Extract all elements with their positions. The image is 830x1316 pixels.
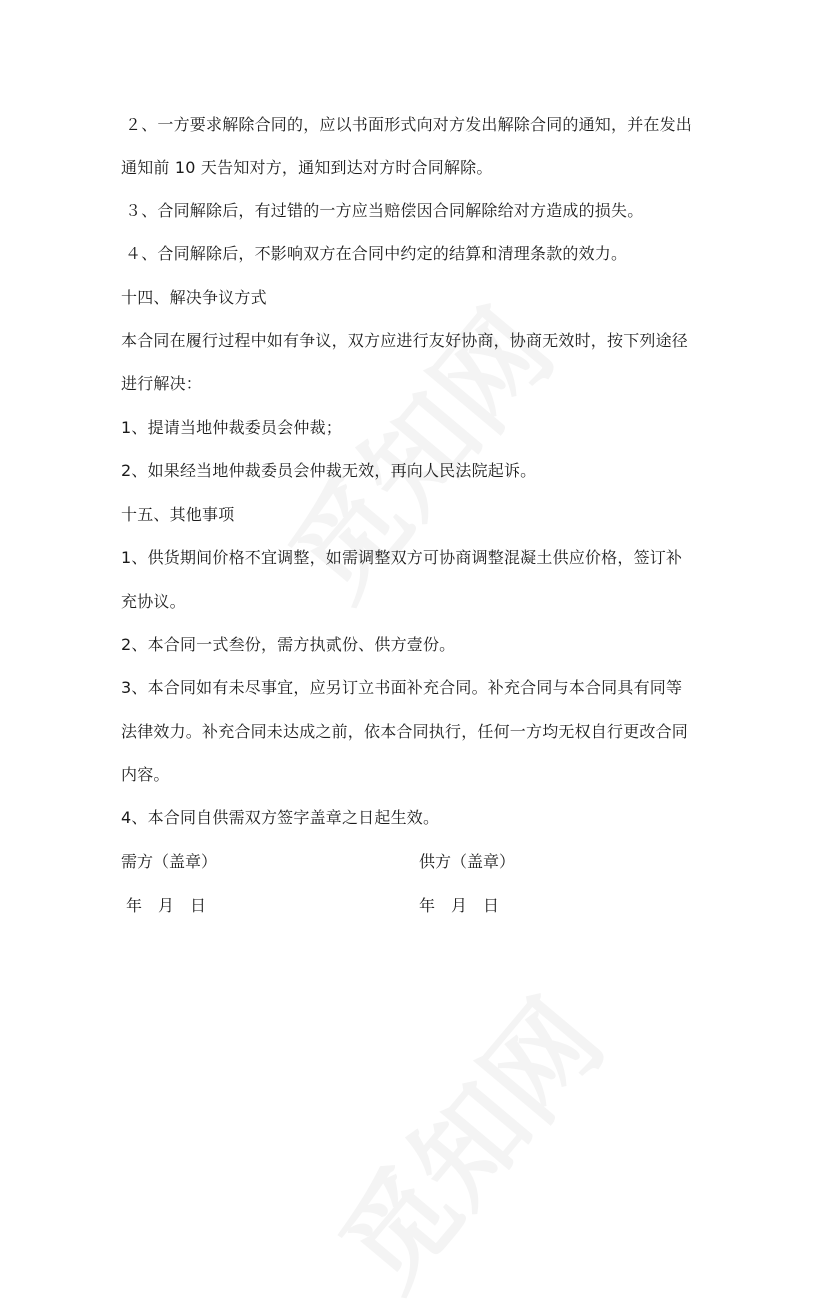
clause-2-line-1: ２、一方要求解除合同的，应以书面形式向对方发出解除合同的通知，并在发出 — [125, 115, 693, 134]
section-15-item-4: 4、本合同自供需双方签字盖章之日起生效。 — [121, 808, 440, 827]
seller-seal-label: 供方（盖章） — [419, 852, 516, 871]
clause-2-line-2: 通知前 10 天告知对方，通知到达对方时合同解除。 — [121, 158, 493, 177]
section-15-item-1-line-2: 充协议。 — [121, 592, 186, 611]
seller-date: 年 月 日 — [419, 896, 500, 915]
buyer-date: 年 月 日 — [126, 896, 207, 915]
section-15-item-3-line-3: 内容。 — [121, 765, 170, 784]
section-15-item-2: 2、本合同一式叁份，需方执贰份、供方壹份。 — [121, 635, 456, 654]
section-heading-14: 十四、解决争议方式 — [121, 288, 267, 307]
section-14-item-1: 1、提请当地仲裁委员会仲裁； — [121, 418, 342, 437]
section-15-item-3-line-2: 法律效力。补充合同未达成之前，依本合同执行，任何一方均无权自行更改合同 — [121, 722, 689, 741]
clause-3: ３、合同解除后，有过错的一方应当赔偿因合同解除给对方造成的损失。 — [125, 201, 644, 220]
section-14-item-2: 2、如果经当地仲裁委员会仲裁无效，再向人民法院起诉。 — [121, 461, 537, 480]
watermark — [248, 272, 581, 626]
section-14-text-line-2: 进行解决： — [121, 374, 203, 393]
buyer-seal-label: 需方（盖章） — [121, 852, 218, 871]
section-heading-15: 十五、其他事项 — [121, 505, 235, 524]
section-14-text-line-1: 本合同在履行过程中如有争议，双方应进行友好协商，协商无效时，按下列途径 — [121, 331, 689, 350]
watermark-lower — [298, 962, 631, 1316]
section-15-item-3-line-1: 3、本合同如有未尽事宜，应另订立书面补充合同。补充合同与本合同具有同等 — [121, 678, 683, 697]
section-15-item-1-line-1: 1、供货期间价格不宜调整，如需调整双方可协商调整混凝土供应价格，签订补 — [121, 548, 683, 567]
clause-4: ４、合同解除后，不影响双方在合同中约定的结算和清理条款的效力。 — [125, 244, 628, 263]
